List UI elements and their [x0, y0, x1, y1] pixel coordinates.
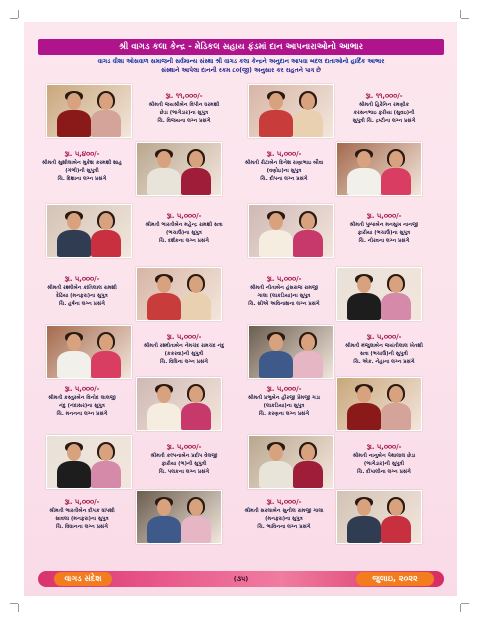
- groom-figure: [57, 110, 91, 137]
- donor-text-line: ચિ. સીએ અવિનાશના લગ્ન પ્રસંગે: [248, 301, 320, 307]
- groom-figure: [147, 516, 181, 543]
- donor-text-line: ચિ. કરણના લગ્ન પ્રસંગે: [258, 411, 310, 417]
- bride-figure: [91, 230, 121, 257]
- couple-photo: [248, 435, 334, 489]
- donor-text-line: ચિ. ભાવિનના લગ્ન પ્રસંગે: [257, 524, 311, 530]
- donation-amount: રૂા. ૧૧,૦૦૦/-: [365, 92, 403, 100]
- donation-amount: રૂા. ૫,૦૦૦/-: [366, 443, 402, 451]
- donor-text-line: (લાકડિયા)ના સુપુત્ર: [263, 403, 305, 409]
- donation-caption: [234, 385, 334, 418]
- donor-text-line: શ્રીમતી નાનુબેન પેથાલાલ છેડા: [352, 453, 416, 459]
- donation-caption: [32, 498, 132, 531]
- donor-text-line: (મનફરા)ના સુપુત્ર: [265, 516, 303, 522]
- donor-text-line: ચિ. હર્ષના લગ્ન પ્રસંગે: [58, 301, 106, 307]
- donor-text-line: શ્રીમતી સુશીલાબેન મુકેશ કરમશી શાહ: [41, 160, 123, 166]
- couple-photo: [136, 267, 222, 321]
- couple-photo: [336, 490, 422, 544]
- couple-photo: [248, 84, 334, 138]
- donation-caption: [334, 333, 434, 366]
- bride-figure: [91, 351, 121, 378]
- donation-amount: રૂા. ૫,૦૦૦/-: [266, 385, 302, 393]
- bride-figure: [181, 293, 211, 320]
- donor-text-line: સાવલા (મનફરા)ના સુપુત્ર: [55, 516, 109, 522]
- donor-text-line: શ્રીમતી રીટાબેન દિનેશ રાણાભાઇ બૌવા: [244, 160, 324, 166]
- donation-caption: [134, 92, 234, 125]
- donation-amount: રૂા. ૫,૦૦૦/-: [166, 333, 202, 341]
- donor-text-line: શ્રીમતી નીતાબેન હંસરાજ રામજી: [249, 285, 319, 291]
- groom-figure: [147, 168, 181, 195]
- donation-amount: રૂા. ૫,૦૦૦/-: [266, 498, 302, 506]
- couple-photo: [248, 325, 334, 379]
- donation-amount: રૂા. ૫,૦૦૦/-: [64, 275, 100, 283]
- donation-caption: [234, 498, 334, 531]
- donor-text-line: ચિ. વિધિના લગ્ન પ્રસંગે: [159, 359, 209, 365]
- donor-text-line: (વણોઇ)ના સુપુત્ર: [266, 168, 302, 174]
- groom-figure: [57, 351, 91, 378]
- donor-text-line: શ્રીમતી હિરેનિન રમણીક: [358, 102, 410, 108]
- donation-caption: [32, 385, 132, 418]
- bride-figure: [181, 168, 211, 195]
- header-banner: [38, 39, 444, 81]
- banner-title: શ્રી વાગડ કલા કેન્દ્ર - મેડિકલ સહાય ફંડમાં દાન આપનારાઓનો આભાર: [38, 39, 444, 55]
- donation-caption: [334, 443, 434, 476]
- donor-text-line: ચિ. દર્શકના લગ્ન પ્રસંગે: [158, 238, 210, 244]
- donor-text-line: શ્રીમતી પ્રભુબેન હીરજી પ્રેમજી ગડા: [247, 395, 321, 401]
- donation-caption: [234, 150, 334, 183]
- donor-text-line: શ્રીમતી કલ્પનાબેન પ્રદીપ વેલજી: [150, 453, 218, 459]
- donor-text-line: ચિ. વિધાનના લગ્ન પ્રસંગે: [55, 524, 109, 530]
- bride-figure: [181, 403, 211, 430]
- donor-text-line: ચિ. દિશાના લગ્ન પ્રસંગે: [57, 176, 107, 182]
- donor-text-line: કરસનભાઇ ફરીયા (સુવઇ)ની: [353, 110, 415, 116]
- donor-text-line: સત્રા (ભચાઉ)ની સુપુત્રી: [359, 351, 409, 357]
- donation-caption: [334, 92, 434, 125]
- groom-figure: [259, 230, 293, 257]
- donation-amount: રૂા. ૫,૪૦૦/-: [64, 150, 100, 158]
- donation-amount: રૂા. ૫,૦૦૦/-: [166, 212, 202, 220]
- groom-figure: [147, 293, 181, 320]
- donor-text-line: શ્રીમતી રશ્મીબેન કાંતિલાલ રામશી: [47, 285, 117, 291]
- bride-figure: [293, 110, 323, 137]
- groom-figure: [347, 168, 381, 195]
- donation-caption: [134, 333, 234, 366]
- donation-caption: [32, 275, 132, 308]
- groom-figure: [347, 516, 381, 543]
- donor-text-line: ચિ. મનનના લગ્ન પ્રસંગે: [56, 411, 108, 417]
- magazine-page: [24, 22, 457, 596]
- groom-figure: [259, 461, 293, 488]
- donation-caption: [334, 212, 434, 245]
- bride-figure: [381, 516, 411, 543]
- donor-text-line: ફારીયા (ભચાઉ)ના સુપુત્ર: [357, 230, 411, 236]
- couple-photo: [46, 325, 132, 379]
- groom-figure: [259, 351, 293, 378]
- couple-photo: [336, 267, 422, 321]
- donation-caption: [32, 150, 132, 183]
- couple-photo: [336, 377, 422, 431]
- couple-photo: [136, 490, 222, 544]
- groom-figure: [347, 293, 381, 320]
- page-number: (૩૫): [233, 575, 249, 583]
- donor-text-line: ચિ. વિજયના લગ્ન પ્રસંગે: [157, 118, 211, 124]
- donor-text-line: (ભાગેડાર)ની સુપુત્રી: [363, 461, 405, 467]
- donation-amount: રૂા. ૫,૦૦૦/-: [64, 385, 100, 393]
- donor-text-line: ગાલા (લાકડિયા)ના સુપુત્ર: [257, 293, 311, 299]
- donor-text-line: સુપુત્રી ચિ. દ્રષ્ટીના લગ્ન પ્રસંગે: [352, 118, 416, 124]
- groom-figure: [57, 461, 91, 488]
- donor-text-line: શ્રીમતી સરલાબેન સુનીલ રામજી ગાલા: [244, 508, 324, 514]
- donor-text-line: શ્રીમતી ભારતીબેન મહેન્દ્ર રામશી સત્રા: [145, 222, 223, 228]
- donor-text-line: ફારીયા (ભ)ની સુપુત્રી: [161, 461, 207, 467]
- couple-photo: [136, 142, 222, 196]
- couple-photo: [46, 435, 132, 489]
- donor-text-line: છેડા (ભાગેડાર)ના સુપુત્ર: [159, 110, 209, 116]
- bride-figure: [91, 461, 121, 488]
- footer-bar: [38, 571, 444, 587]
- donation-amount: રૂા. ૧૧,૦૦૦/-: [165, 92, 203, 100]
- groom-figure: [147, 403, 181, 430]
- donor-text-line: નંદુ (નંદાસર)ના સુપુત્ર: [59, 403, 105, 409]
- donor-text-line: ચિ. એક. નેહાના લગ્ન પ્રસંગે: [353, 359, 415, 365]
- donation-caption: [234, 275, 334, 308]
- donor-text-line: શ્રીમતી રશ્મીતાબેન નેમચંદ રામચંદ નંદુ: [143, 343, 225, 349]
- couple-photo: [336, 142, 422, 196]
- groom-figure: [57, 230, 91, 257]
- bride-figure: [381, 403, 411, 430]
- donation-amount: રૂા. ૫,૦૦૦/-: [366, 212, 402, 220]
- donor-text-line: શ્રીમતી ભારતીબેન દીપક ધાંપશી: [49, 508, 115, 514]
- donor-text-line: (ભચાઉ)ના સુપુત્ર: [166, 230, 202, 236]
- bride-figure: [293, 351, 323, 378]
- bride-figure: [91, 110, 121, 137]
- donation-amount: રૂા. ૫,૦૦૦/-: [366, 333, 402, 341]
- couple-photo: [46, 204, 132, 258]
- bride-figure: [293, 230, 323, 257]
- donor-text-line: ચિ. નીરવના લગ્ન પ્રસંગે: [358, 238, 410, 244]
- donation-amount: રૂા. ૫,૦૦૦/-: [64, 498, 100, 506]
- couple-photo: [136, 377, 222, 431]
- donation-amount: રૂા. ૫,૦૦૦/-: [266, 150, 302, 158]
- donor-text-line: શ્રીમતી પુષ્પાબેન મનસુખ નાનજી: [349, 222, 419, 228]
- donor-text-line: (કકરવા)ની સુપુત્રી: [164, 351, 204, 357]
- donor-text-line: ચિ. પલકના લગ્ન પ્રસંગે: [158, 469, 210, 475]
- donor-text-line: શ્રીમતી જયશ્રીબેન વિપીન ધરમશી: [148, 102, 220, 108]
- donor-text-line: ચિ. દીપના લગ્ન પ્રસંગે: [260, 176, 308, 182]
- donor-text-line: શ્રીમતી મંજુલાબેન જયંતીલાલ ખેતશી: [345, 343, 423, 349]
- bride-figure: [181, 516, 211, 543]
- donation-amount: રૂા. ૫,૦૦૦/-: [166, 443, 202, 451]
- couple-photo: [248, 204, 334, 258]
- bride-figure: [293, 461, 323, 488]
- donor-text-line: દેઢિયા (મનફરા)ના સુપુત્ર: [56, 293, 108, 299]
- footer-issue-date: જુલાઇ, ૨૦૨૨: [356, 572, 434, 586]
- bride-figure: [381, 168, 411, 195]
- donor-text-line: (ગંભી)ની સુપુત્રી: [65, 168, 99, 174]
- donation-amount: રૂા. ૫,૦૦૦/-: [266, 275, 302, 283]
- couple-photo: [46, 84, 132, 138]
- banner-subtitle: વાગડ વીશા ઓસવાળ સમાજની સર્વમાન્ય સંસ્થા શ્રી વાગડ કલા કેન્દ્રને અનુદાન આપવા બદલ દાતાઓનો હાર્દિક આભાર: [97, 58, 385, 65]
- donor-text-line: ચિ. દીપાલીના લગ્ન પ્રસંગે: [357, 469, 411, 475]
- groom-figure: [259, 110, 293, 137]
- footer-magazine-name: વાગડ સંદેશ: [54, 572, 112, 586]
- donation-caption: [134, 443, 234, 476]
- groom-figure: [347, 403, 381, 430]
- donor-text-line: શ્રીમતી કસ્તુરબેન વિનોદ લાલજી: [48, 395, 116, 401]
- banner-note: સંસ્થાને આપેલા દાનની રકમ ૮૦(જી) અનુસાર કર રાહતને પાત્ર છે: [161, 67, 321, 74]
- donation-caption: [134, 212, 234, 245]
- bride-figure: [381, 293, 411, 320]
